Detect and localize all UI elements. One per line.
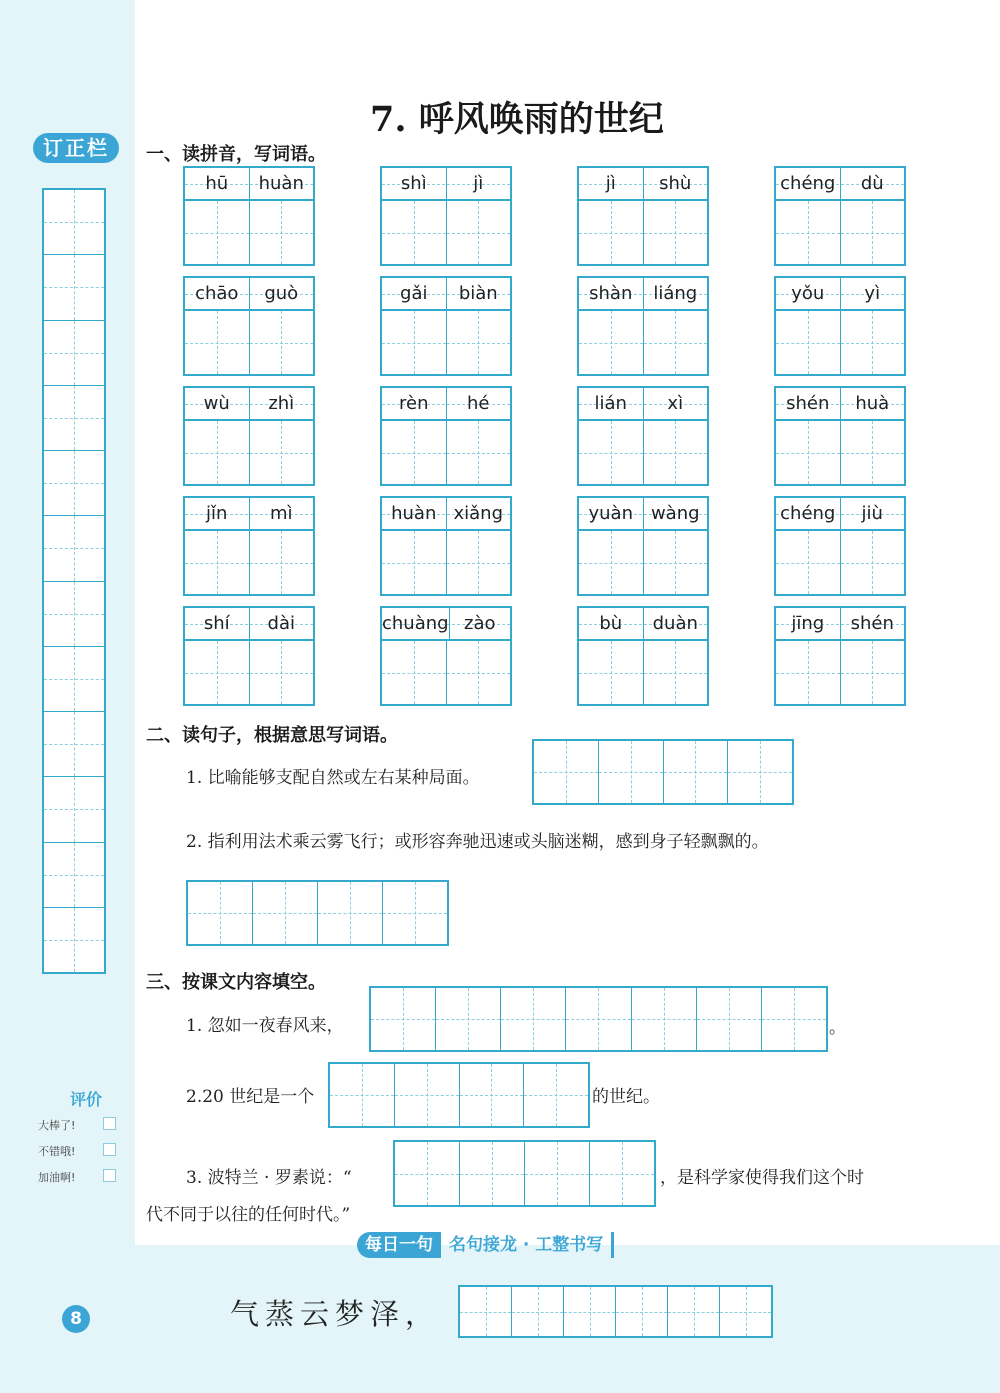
section2-question2: 2. 指利用法术乘云雾飞行；或形容奔驰迅速或头脑迷糊，感到身子轻飘飘的。 <box>186 832 769 852</box>
section3-question2-suffix: 的世纪。 <box>592 1087 660 1107</box>
char-cell[interactable] <box>643 421 708 484</box>
char-cell[interactable] <box>776 531 840 594</box>
word-writing-grid[interactable] <box>577 419 709 486</box>
pinyin-label <box>183 386 315 419</box>
section3-question3-line2: 代不同于以往的任何时代。” <box>146 1205 351 1225</box>
pinyin-syllable: jiù <box>840 498 905 529</box>
char-cell[interactable] <box>579 311 643 374</box>
char-cell[interactable] <box>579 531 643 594</box>
pinyin-syllable: shàn <box>589 283 633 304</box>
char-cell[interactable] <box>249 531 314 594</box>
pinyin-label <box>774 496 906 529</box>
char-cell[interactable] <box>185 531 249 594</box>
pinyin-label <box>774 166 906 199</box>
pinyin-syllable: jì <box>605 173 616 194</box>
pinyin-syllable: huàn <box>391 503 437 524</box>
correction-label: 订正栏 <box>33 133 119 163</box>
char-cell[interactable] <box>663 741 728 803</box>
correction-cell[interactable] <box>44 190 104 254</box>
word-writing-grid[interactable] <box>577 639 709 706</box>
pinyin-syllable: yuàn <box>588 503 633 524</box>
pinyin-syllable: shù <box>643 168 708 199</box>
pinyin-label <box>774 606 906 639</box>
word-writing-grid[interactable] <box>183 419 315 486</box>
answer-grid-s3-q2[interactable] <box>328 1062 590 1128</box>
correction-cell[interactable] <box>44 842 104 907</box>
char-cell[interactable] <box>371 988 435 1050</box>
pinyin-label <box>577 606 709 639</box>
pinyin-label <box>380 386 512 419</box>
rating-good-checkbox[interactable] <box>103 1143 116 1156</box>
section3-question2-prefix: 2.20 世纪是一个 <box>186 1087 315 1107</box>
section2-question1: 1. 比喻能够支配自然或左右某种局面。 <box>186 768 480 788</box>
char-cell[interactable] <box>696 988 761 1050</box>
answer-grid-s3-q3[interactable] <box>393 1140 656 1207</box>
pinyin-syllable: dài <box>249 608 314 639</box>
pinyin-label <box>577 166 709 199</box>
char-cell[interactable] <box>579 641 643 704</box>
pinyin-syllable: zhì <box>249 388 314 419</box>
char-cell[interactable] <box>446 311 511 374</box>
section3-question1: 1. 忽如一夜春风来， <box>186 1016 344 1036</box>
word-writing-grid[interactable] <box>183 309 315 376</box>
pinyin-syllable: huà <box>840 388 905 419</box>
pinyin-syllable: hé <box>446 388 511 419</box>
word-writing-grid[interactable] <box>774 639 906 706</box>
word-writing-grid[interactable] <box>577 309 709 376</box>
char-cell[interactable] <box>185 421 249 484</box>
pinyin-syllable: dù <box>840 168 905 199</box>
char-cell[interactable] <box>643 311 708 374</box>
section3-title: 三、按课文内容填空。 <box>146 972 326 993</box>
pinyin-syllable: shén <box>840 608 905 639</box>
daily-sentence-label: 每日一句 <box>357 1232 441 1258</box>
char-cell[interactable] <box>185 201 249 264</box>
correction-cell[interactable] <box>44 711 104 776</box>
char-cell[interactable] <box>598 741 663 803</box>
section2-title: 二、读句子，根据意思写词语。 <box>146 725 398 746</box>
char-cell[interactable] <box>188 882 252 944</box>
char-cell[interactable] <box>459 1064 524 1126</box>
pinyin-label <box>183 496 315 529</box>
section3-question1-end: 。 <box>829 1018 846 1038</box>
correction-cell[interactable] <box>44 515 104 580</box>
char-cell[interactable] <box>524 1142 589 1205</box>
pinyin-syllable: chéng <box>780 173 836 194</box>
pinyin-label <box>183 166 315 199</box>
section3-question3-prefix: 3. 波特兰 · 罗素说：“ <box>186 1168 352 1188</box>
char-cell[interactable] <box>776 421 840 484</box>
char-cell[interactable] <box>249 641 314 704</box>
word-writing-grid[interactable] <box>774 529 906 596</box>
char-cell[interactable] <box>523 1064 588 1126</box>
char-cell[interactable] <box>511 1287 563 1336</box>
pinyin-syllable: jǐn <box>206 503 228 524</box>
pinyin-syllable: guò <box>249 278 314 309</box>
pinyin-syllable: wàng <box>643 498 708 529</box>
pinyin-label <box>183 606 315 639</box>
char-cell[interactable] <box>565 988 630 1050</box>
char-cell[interactable] <box>500 988 565 1050</box>
pinyin-label <box>380 606 512 639</box>
word-writing-grid[interactable] <box>380 199 512 266</box>
pinyin-syllable: lián <box>594 393 627 414</box>
pinyin-syllable: wù <box>203 393 230 414</box>
word-writing-grid[interactable] <box>774 419 906 486</box>
char-cell[interactable] <box>761 988 826 1050</box>
char-cell[interactable] <box>667 1287 719 1336</box>
pinyin-label <box>183 276 315 309</box>
char-cell[interactable] <box>395 1142 459 1205</box>
word-writing-grid[interactable] <box>183 639 315 706</box>
answer-grid-q1[interactable] <box>532 739 794 805</box>
pinyin-syllable: duàn <box>643 608 708 639</box>
word-writing-grid[interactable] <box>577 199 709 266</box>
daily-sentence-banner <box>357 1232 614 1258</box>
pinyin-syllable: yì <box>840 278 905 309</box>
pinyin-label <box>380 166 512 199</box>
correction-cell[interactable] <box>44 581 104 646</box>
char-cell[interactable] <box>840 311 905 374</box>
char-cell[interactable] <box>446 531 511 594</box>
word-writing-grid[interactable] <box>380 529 512 596</box>
char-cell[interactable] <box>382 531 446 594</box>
pinyin-label <box>774 386 906 419</box>
char-cell[interactable] <box>727 741 792 803</box>
char-cell[interactable] <box>249 421 314 484</box>
pinyin-syllable: mì <box>249 498 314 529</box>
pinyin-syllable: chéng <box>780 503 836 524</box>
rating-keep-going: 加油啊! <box>38 1171 76 1184</box>
pinyin-syllable: huàn <box>249 168 314 199</box>
correction-cell[interactable] <box>44 646 104 711</box>
char-cell[interactable] <box>840 201 905 264</box>
char-cell[interactable] <box>643 641 708 704</box>
pinyin-syllable: biàn <box>446 278 511 309</box>
char-cell[interactable] <box>776 311 840 374</box>
pinyin-syllable: shì <box>400 173 427 194</box>
char-cell[interactable] <box>435 988 500 1050</box>
word-writing-grid[interactable] <box>774 199 906 266</box>
pinyin-syllable: zào <box>449 608 510 639</box>
correction-cell[interactable] <box>44 254 104 319</box>
char-cell[interactable] <box>249 311 314 374</box>
pinyin-label <box>380 496 512 529</box>
motto-writing-grid[interactable] <box>458 1285 773 1338</box>
char-cell[interactable] <box>394 1064 459 1126</box>
char-cell[interactable] <box>446 641 511 704</box>
char-cell[interactable] <box>446 201 511 264</box>
char-cell[interactable] <box>840 531 905 594</box>
rating-title: 评价 <box>70 1090 103 1109</box>
char-cell[interactable] <box>643 201 708 264</box>
word-writing-grid[interactable] <box>183 529 315 596</box>
rating-great-checkbox[interactable] <box>103 1117 116 1130</box>
char-cell[interactable] <box>330 1064 394 1126</box>
char-cell[interactable] <box>776 641 840 704</box>
char-cell[interactable] <box>459 1142 524 1205</box>
pinyin-syllable: chāo <box>195 283 239 304</box>
page-number: 8 <box>62 1305 90 1333</box>
section1-title: 一、读拼音，写词语。 <box>146 144 326 165</box>
correction-cell[interactable] <box>44 320 104 385</box>
char-cell[interactable] <box>563 1287 615 1336</box>
char-cell[interactable] <box>840 421 905 484</box>
daily-sentence-subtitle: 名句接龙 · 工整书写 <box>441 1232 614 1258</box>
char-cell[interactable] <box>534 741 598 803</box>
page-title: 7. 呼风唤雨的世纪 <box>370 99 664 140</box>
pinyin-syllable: jì <box>446 168 511 199</box>
word-writing-grid[interactable] <box>380 419 512 486</box>
correction-writing-strip[interactable] <box>42 188 106 974</box>
word-writing-grid[interactable] <box>380 309 512 376</box>
char-cell[interactable] <box>382 882 447 944</box>
pinyin-label <box>577 276 709 309</box>
word-writing-grid[interactable] <box>577 529 709 596</box>
pinyin-syllable: jīng <box>791 613 825 634</box>
rating-great: 大棒了! <box>38 1119 76 1132</box>
char-cell[interactable] <box>840 641 905 704</box>
word-writing-grid[interactable] <box>774 309 906 376</box>
char-cell[interactable] <box>579 201 643 264</box>
char-cell[interactable] <box>382 201 446 264</box>
char-cell[interactable] <box>719 1287 771 1336</box>
pinyin-syllable: xì <box>643 388 708 419</box>
pinyin-label <box>577 386 709 419</box>
pinyin-syllable: shí <box>203 613 230 634</box>
pinyin-syllable: gǎi <box>400 283 428 304</box>
word-writing-grid[interactable] <box>183 199 315 266</box>
char-cell[interactable] <box>382 311 446 374</box>
pinyin-label <box>774 276 906 309</box>
char-cell[interactable] <box>382 421 446 484</box>
pinyin-syllable: liáng <box>643 278 708 309</box>
section3-question3-suffix: ，是科学家使得我们这个时 <box>660 1168 864 1188</box>
word-writing-grid[interactable] <box>380 639 512 706</box>
char-cell[interactable] <box>249 201 314 264</box>
pinyin-label <box>380 276 512 309</box>
char-cell[interactable] <box>631 988 696 1050</box>
answer-grid-q2[interactable] <box>186 880 449 946</box>
motto-text: 气蒸云梦泽， <box>230 1297 441 1331</box>
char-cell[interactable] <box>185 311 249 374</box>
pinyin-syllable: xiǎng <box>446 498 511 529</box>
char-cell[interactable] <box>185 641 249 704</box>
char-cell[interactable] <box>252 882 317 944</box>
pinyin-syllable: hū <box>205 173 229 194</box>
correction-cell[interactable] <box>44 907 104 972</box>
correction-cell[interactable] <box>44 385 104 450</box>
correction-cell[interactable] <box>44 776 104 841</box>
answer-grid-s3-q1[interactable] <box>369 986 828 1052</box>
char-cell[interactable] <box>460 1287 511 1336</box>
pinyin-syllable: chuàng <box>382 613 449 634</box>
char-cell[interactable] <box>589 1142 654 1205</box>
char-cell[interactable] <box>317 882 382 944</box>
char-cell[interactable] <box>446 421 511 484</box>
rating-keep-going-checkbox[interactable] <box>103 1169 116 1182</box>
char-cell[interactable] <box>776 201 840 264</box>
char-cell[interactable] <box>579 421 643 484</box>
rating-good: 不错哦! <box>38 1145 76 1158</box>
char-cell[interactable] <box>615 1287 667 1336</box>
pinyin-syllable: yǒu <box>791 283 825 304</box>
pinyin-label <box>577 496 709 529</box>
char-cell[interactable] <box>643 531 708 594</box>
correction-cell[interactable] <box>44 450 104 515</box>
pinyin-syllable: rèn <box>399 393 429 414</box>
pinyin-syllable: shén <box>786 393 830 414</box>
pinyin-syllable: bù <box>599 613 623 634</box>
char-cell[interactable] <box>382 641 446 704</box>
